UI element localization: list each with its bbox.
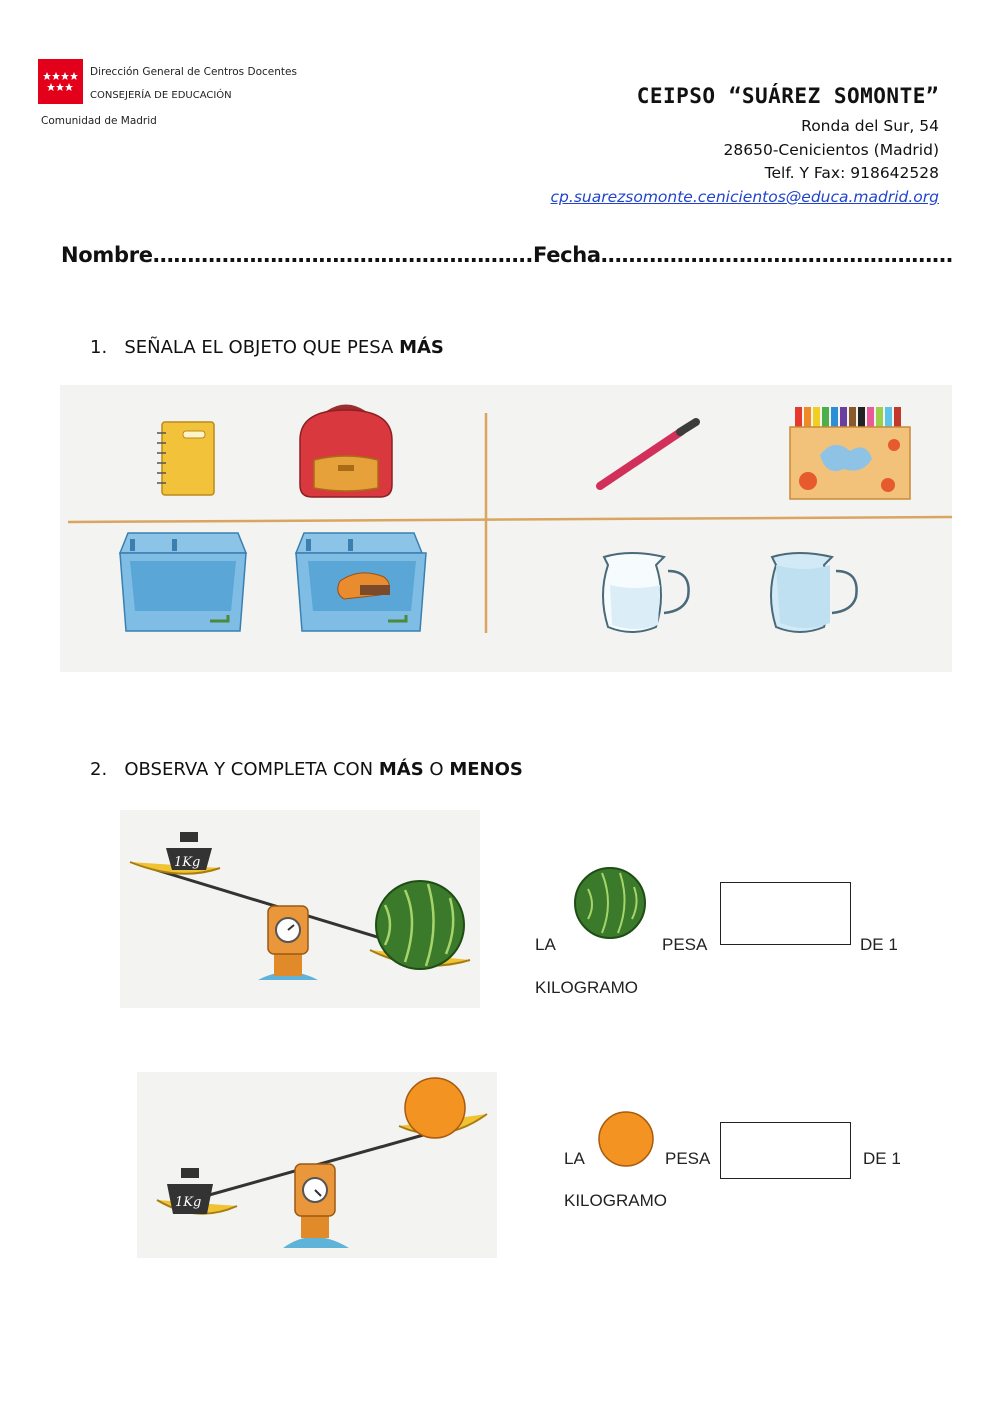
orange-small-icon: [595, 1108, 657, 1170]
question-1-emphasis: MÁS: [399, 337, 444, 358]
pencil-icon[interactable]: [600, 422, 696, 486]
school-name: CEIPSO “SUÁREZ SOMONTE”: [636, 84, 939, 108]
objects-panel: [60, 385, 952, 672]
kilogram-weight-icon: [167, 1168, 213, 1214]
svg-text:1Kg: 1Kg: [175, 1195, 202, 1210]
question-2-text-b: O: [423, 759, 450, 780]
crayon-box-icon[interactable]: [790, 407, 910, 499]
logo-line-3: Comunidad de Madrid: [41, 115, 157, 127]
sentence-2-de1: DE 1: [863, 1149, 901, 1168]
sentence-2-pesa: PESA: [665, 1149, 711, 1168]
horizontal-divider: [68, 517, 952, 522]
question-2-emphasis-less: MENOS: [449, 759, 523, 780]
sentence-2-kilogramo: KILOGRAMO: [564, 1191, 667, 1210]
sentence-1-la: LA: [535, 935, 556, 954]
objects-illustration: [60, 385, 952, 672]
school-address: Ronda del Sur, 54: [801, 117, 939, 135]
school-email-link[interactable]: cp.suarezsomonte.cenicientos@educa.madrid.org: [550, 188, 939, 206]
question-2-text-a: OBSERVA Y COMPLETA CON: [124, 759, 379, 780]
question-2-emphasis-more: MÁS: [378, 759, 424, 780]
sentence-1-pesa: PESA: [662, 935, 708, 954]
question-1-number: 1.: [90, 337, 108, 358]
sentence-2-la: LA: [564, 1149, 585, 1168]
empty-jug-icon[interactable]: [603, 553, 689, 632]
backpack-icon[interactable]: [300, 407, 392, 497]
logo-line-2: CONSEJERÍA DE EDUCACIÓN: [90, 90, 232, 101]
orange-icon: [405, 1078, 465, 1138]
question-1: [90, 337, 444, 358]
madrid-logo-flag: [38, 59, 83, 104]
full-suitcase-icon[interactable]: [296, 533, 426, 631]
question-2: [90, 759, 523, 780]
answer-box-orange[interactable]: [720, 1122, 851, 1179]
stars-icon: [38, 59, 83, 104]
logo-line-1: Dirección General de Centros Docentes: [90, 66, 297, 78]
scale-base: [283, 1164, 349, 1248]
empty-suitcase-icon[interactable]: [120, 533, 246, 631]
full-jug-icon[interactable]: [771, 553, 857, 632]
answer-box-watermelon[interactable]: [720, 882, 851, 945]
scale-watermelon-illustration: [120, 810, 480, 1008]
kilogram-weight-icon: [166, 832, 212, 870]
sentence-1-de1: DE 1: [860, 935, 898, 954]
svg-text:1Kg: 1Kg: [174, 855, 201, 870]
watermelon-small-icon: [560, 853, 660, 953]
sentence-1-kilogramo: KILOGRAMO: [535, 978, 638, 997]
question-1-text: SEÑALA EL OBJETO QUE PESA: [124, 337, 400, 358]
school-phone: Telf. Y Fax: 918642528: [764, 164, 939, 182]
school-city: 28650-Cenicientos (Madrid): [723, 141, 939, 159]
name-date-line: Nombre……………………………………………….Fecha……………………………………………: [61, 243, 953, 267]
notebook-icon[interactable]: [157, 422, 214, 495]
question-2-number: 2.: [90, 759, 108, 780]
scale-orange-illustration: [137, 1072, 497, 1258]
